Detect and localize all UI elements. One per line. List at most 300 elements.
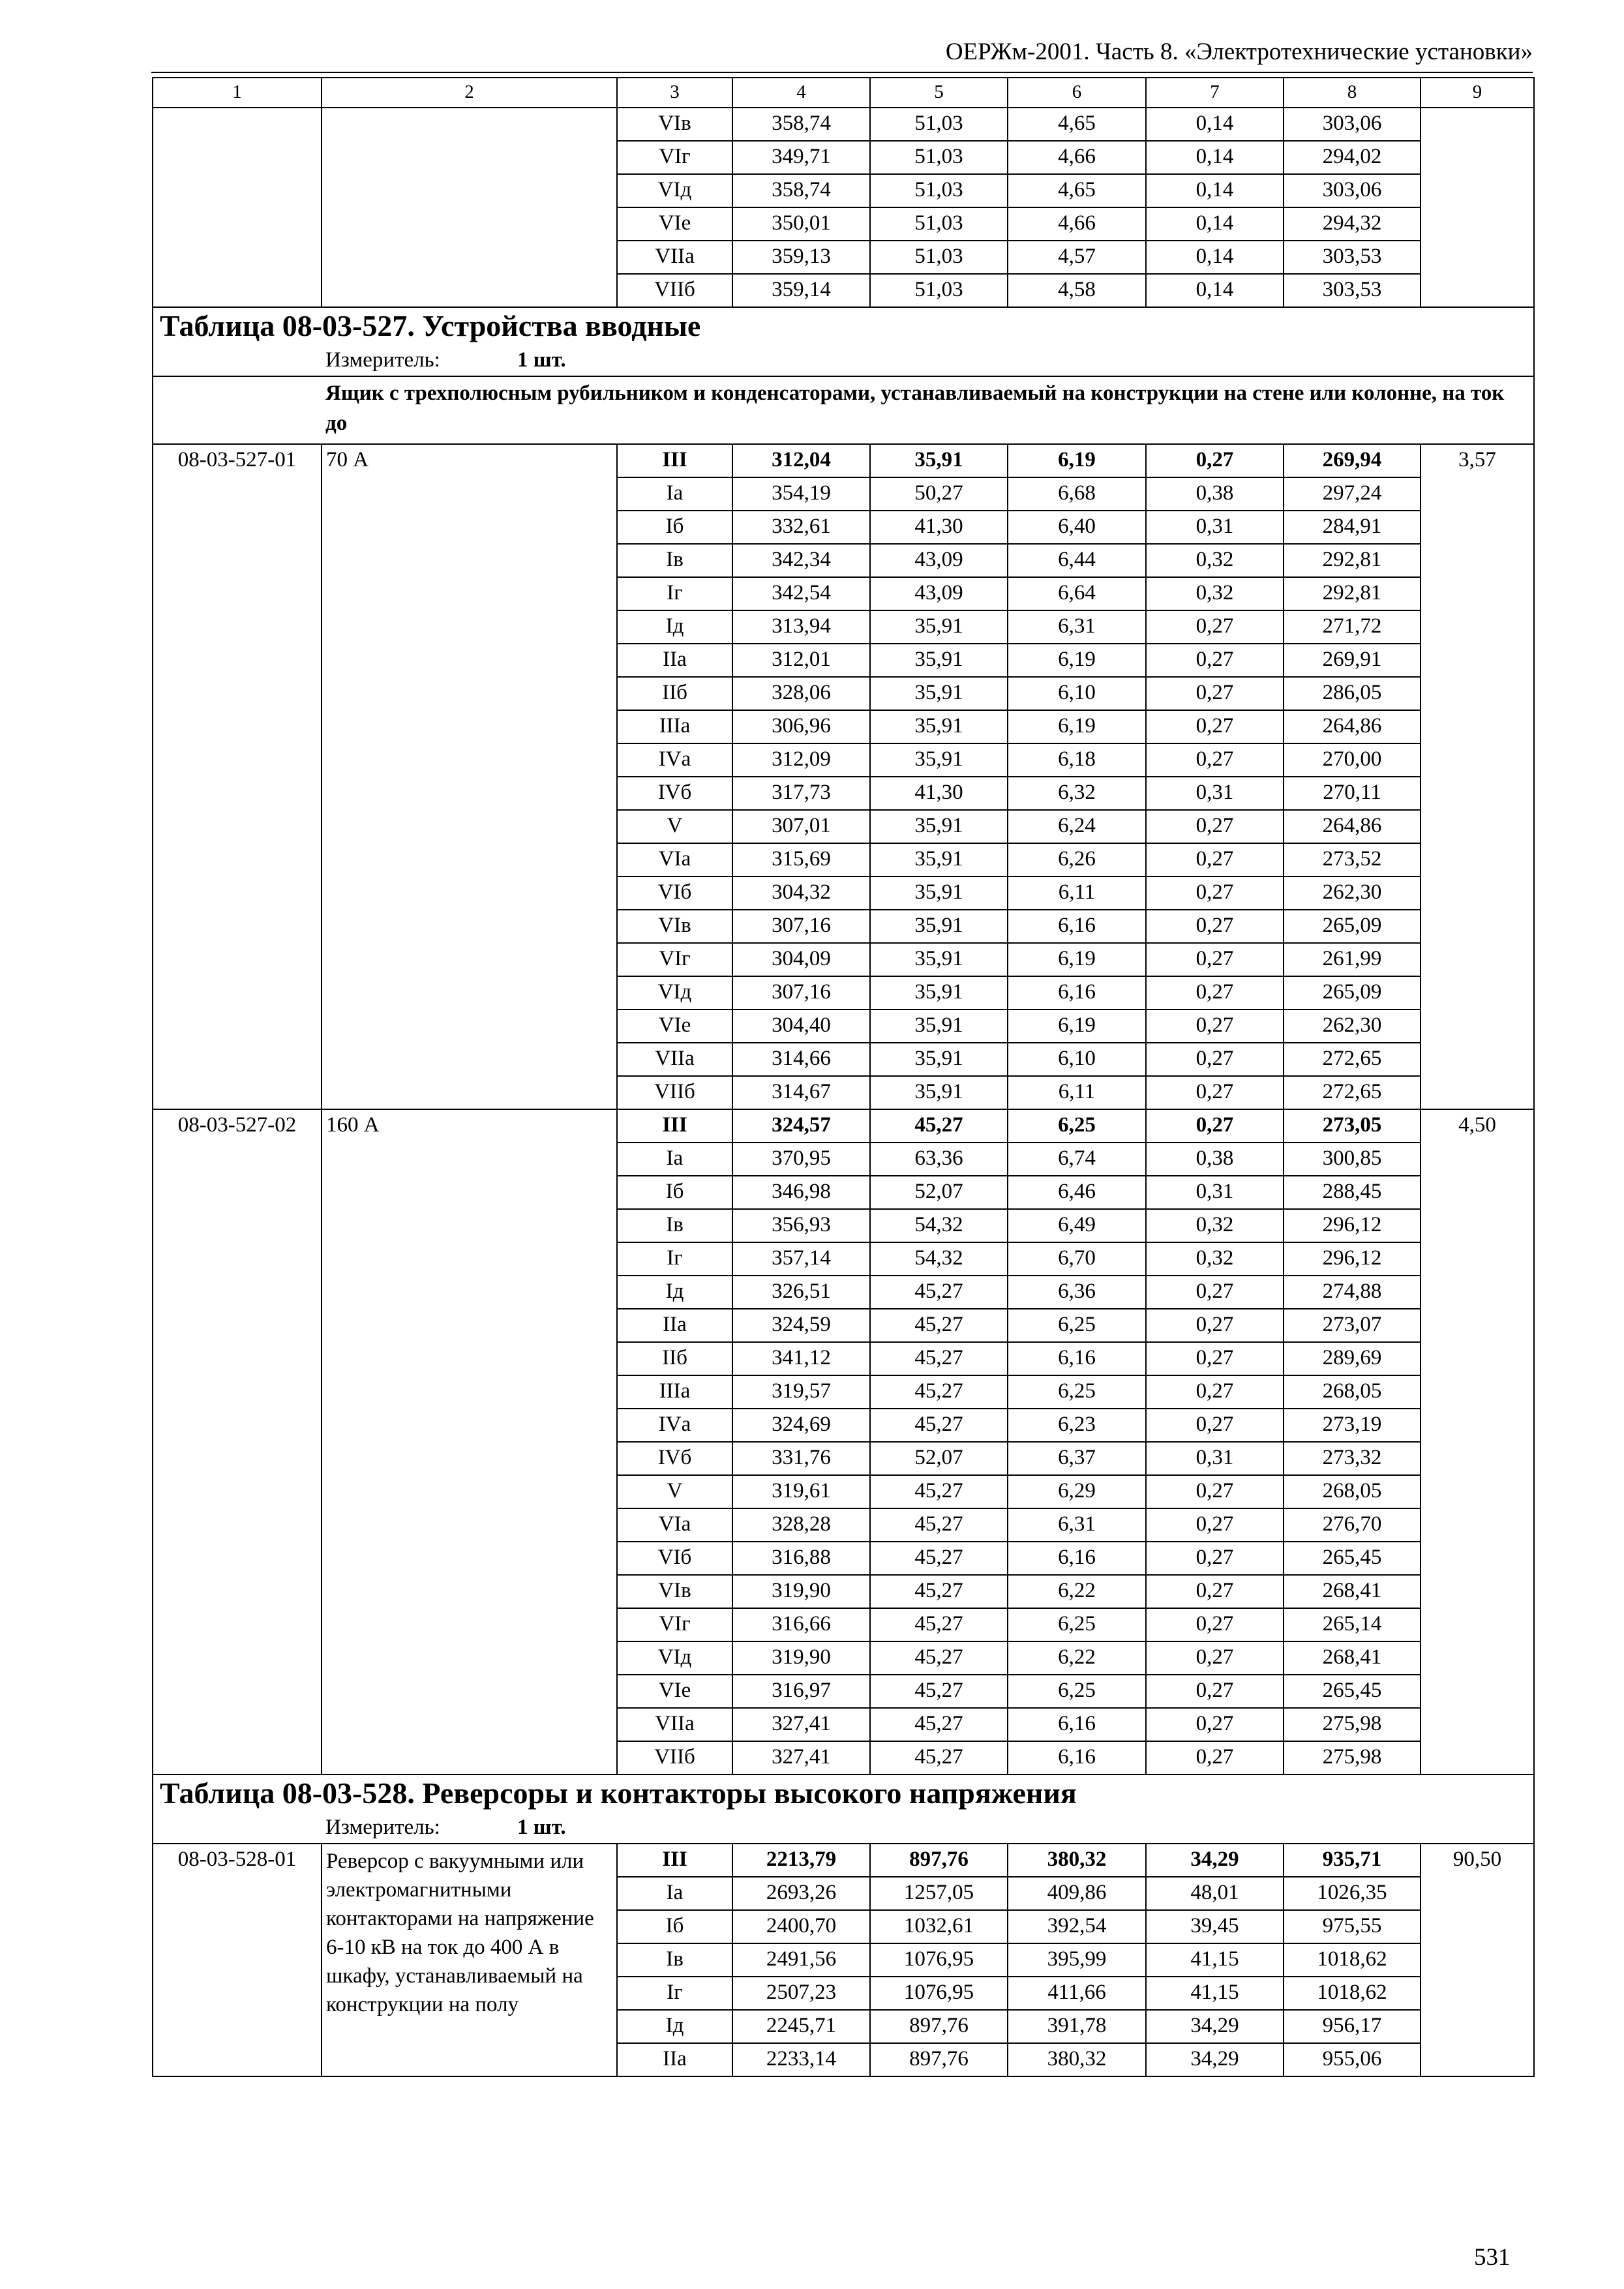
value-cell: 0,27 <box>1146 810 1284 843</box>
zone-cell: VIб <box>617 876 732 910</box>
column-number: 6 <box>1008 78 1146 108</box>
zone-cell: VIIб <box>617 1741 732 1774</box>
value-cell: 264,86 <box>1284 710 1421 743</box>
value-cell: 4,65 <box>1008 108 1146 141</box>
value-cell: 324,57 <box>732 1109 870 1143</box>
value-cell: 265,14 <box>1284 1608 1421 1641</box>
value-cell: 975,55 <box>1284 1910 1421 1943</box>
value-cell: 6,25 <box>1008 1109 1146 1143</box>
zone-cell: VIIа <box>617 241 732 274</box>
zone-cell: VIв <box>617 108 732 141</box>
zone-cell: VIд <box>617 174 732 207</box>
value-cell: 6,36 <box>1008 1276 1146 1309</box>
column-number: 9 <box>1421 78 1534 108</box>
value-cell: 0,14 <box>1146 141 1284 174</box>
value-cell: 6,19 <box>1008 1010 1146 1043</box>
value-cell: 0,27 <box>1146 1342 1284 1375</box>
value-cell: 35,91 <box>870 843 1008 876</box>
item-code: 08-03-527-01 <box>153 444 322 1109</box>
value-cell: 0,14 <box>1146 274 1284 307</box>
zone-cell: IIа <box>617 2043 732 2076</box>
value-cell: 6,16 <box>1008 1741 1146 1774</box>
zone-cell: V <box>617 810 732 843</box>
value-cell: 0,32 <box>1146 544 1284 577</box>
value-cell: 411,66 <box>1008 1977 1146 2010</box>
value-cell: 2213,79 <box>732 1844 870 1877</box>
value-cell: 269,91 <box>1284 644 1421 677</box>
value-cell: 328,28 <box>732 1508 870 1542</box>
value-cell: 312,09 <box>732 743 870 777</box>
value-cell: 297,24 <box>1284 477 1421 511</box>
value-cell: 2507,23 <box>732 1977 870 2010</box>
value-cell: 349,71 <box>732 141 870 174</box>
column-number: 7 <box>1146 78 1284 108</box>
value-cell: 284,91 <box>1284 511 1421 544</box>
value-cell: 359,14 <box>732 274 870 307</box>
column-number: 2 <box>322 78 617 108</box>
value-cell: 303,53 <box>1284 241 1421 274</box>
zone-cell: IIб <box>617 1342 732 1375</box>
value-cell: 341,12 <box>732 1342 870 1375</box>
value-cell: 897,76 <box>870 1844 1008 1877</box>
value-cell: 342,54 <box>732 577 870 610</box>
value-cell: 354,19 <box>732 477 870 511</box>
value-cell: 0,14 <box>1146 241 1284 274</box>
zone-cell: IVа <box>617 1409 732 1442</box>
value-cell: 359,13 <box>732 241 870 274</box>
value-cell: 6,74 <box>1008 1143 1146 1176</box>
zone-cell: VIд <box>617 976 732 1010</box>
table-row <box>153 444 1534 477</box>
value-cell: 0,32 <box>1146 577 1284 610</box>
value-cell: 0,27 <box>1146 1076 1284 1109</box>
value-cell: 380,32 <box>1008 1844 1146 1877</box>
value-cell: 2233,14 <box>732 2043 870 2076</box>
value-cell: 275,98 <box>1284 1741 1421 1774</box>
value-cell: 41,30 <box>870 511 1008 544</box>
zone-cell: VIе <box>617 1010 732 1043</box>
zone-cell: IVб <box>617 777 732 810</box>
value-cell: 0,32 <box>1146 1209 1284 1242</box>
value-cell: 275,98 <box>1284 1708 1421 1741</box>
value-cell: 6,32 <box>1008 777 1146 810</box>
table-row <box>153 108 1534 141</box>
value-cell: 6,23 <box>1008 1409 1146 1442</box>
value-cell: 41,15 <box>1146 1943 1284 1977</box>
meter-label: Измеритель: <box>325 348 440 372</box>
value-cell: 409,86 <box>1008 1877 1146 1910</box>
value-cell: 303,06 <box>1284 108 1421 141</box>
zone-cell: VIе <box>617 207 732 241</box>
item-name: Реверсор с вакуумными или электромагнитными контакторами на напряжение 6-10 кВ на ток до 400 А в шкафу, устанавливаемый на конструкции на полу <box>322 1844 617 2076</box>
code-cell-empty <box>153 108 322 307</box>
meter-unit: 1 шт. <box>517 1816 566 1839</box>
value-cell: 51,03 <box>870 241 1008 274</box>
zone-cell: VIд <box>617 1641 732 1675</box>
zone-cell: IIIа <box>617 710 732 743</box>
value-cell: 2491,56 <box>732 1943 870 1977</box>
value-cell: 391,78 <box>1008 2010 1146 2043</box>
value-cell: 35,91 <box>870 876 1008 910</box>
value-cell: 0,27 <box>1146 1475 1284 1508</box>
zone-cell: Iд <box>617 610 732 644</box>
value-cell: 43,09 <box>870 544 1008 577</box>
zone-cell: VIIб <box>617 274 732 307</box>
value-cell: 316,66 <box>732 1608 870 1641</box>
value-cell: 6,11 <box>1008 876 1146 910</box>
value-cell: 51,03 <box>870 174 1008 207</box>
zone-cell: VIг <box>617 141 732 174</box>
value-cell: 273,07 <box>1284 1309 1421 1342</box>
value-cell: 6,16 <box>1008 1342 1146 1375</box>
value-cell: 0,27 <box>1146 1508 1284 1542</box>
item-col9: 3,57 <box>1421 444 1534 1109</box>
value-cell: 45,27 <box>870 1508 1008 1542</box>
value-cell: 54,32 <box>870 1209 1008 1242</box>
value-cell: 261,99 <box>1284 943 1421 976</box>
value-cell: 276,70 <box>1284 1508 1421 1542</box>
value-cell: 273,19 <box>1284 1409 1421 1442</box>
value-cell: 34,29 <box>1146 2010 1284 2043</box>
meter-row <box>153 346 1534 376</box>
zone-cell: Iв <box>617 1943 732 1977</box>
value-cell: 296,12 <box>1284 1242 1421 1276</box>
zone-cell: Iа <box>617 477 732 511</box>
value-cell: 0,31 <box>1146 1176 1284 1209</box>
value-cell: 6,16 <box>1008 910 1146 943</box>
value-cell: 897,76 <box>870 2010 1008 2043</box>
value-cell: 274,88 <box>1284 1276 1421 1309</box>
value-cell: 286,05 <box>1284 677 1421 710</box>
value-cell: 357,14 <box>732 1242 870 1276</box>
zone-cell: III <box>617 1844 732 1877</box>
value-cell: 52,07 <box>870 1176 1008 1209</box>
value-cell: 45,27 <box>870 1675 1008 1708</box>
meter-label: Измеритель: <box>325 1816 440 1839</box>
value-cell: 6,19 <box>1008 710 1146 743</box>
value-cell: 314,66 <box>732 1043 870 1076</box>
value-cell: 380,32 <box>1008 2043 1146 2076</box>
value-cell: 0,27 <box>1146 976 1284 1010</box>
value-cell: 6,49 <box>1008 1209 1146 1242</box>
value-cell: 35,91 <box>870 943 1008 976</box>
value-cell: 4,58 <box>1008 274 1146 307</box>
value-cell: 45,27 <box>870 1342 1008 1375</box>
zone-cell: VIб <box>617 1542 732 1575</box>
value-cell: 2400,70 <box>732 1910 870 1943</box>
value-cell: 45,27 <box>870 1375 1008 1409</box>
zone-cell: VIIб <box>617 1076 732 1109</box>
value-cell: 262,30 <box>1284 876 1421 910</box>
value-cell: 50,27 <box>870 477 1008 511</box>
value-cell: 6,29 <box>1008 1475 1146 1508</box>
value-cell: 0,27 <box>1146 1276 1284 1309</box>
column-number-row <box>153 78 1534 108</box>
value-cell: 326,51 <box>732 1276 870 1309</box>
table-title: Таблица 08-03-527. Устройства вводные <box>153 307 1534 346</box>
group-description: Ящик с трехполюсным рубильником и конденсаторами, устанавливаемый на конструкции на стене или колонне, на ток до <box>322 376 1534 444</box>
value-cell: 6,22 <box>1008 1641 1146 1675</box>
column-number: 4 <box>732 78 870 108</box>
meter-cell <box>322 346 1534 376</box>
value-cell: 370,95 <box>732 1143 870 1176</box>
value-cell: 395,99 <box>1008 1943 1146 1977</box>
value-cell: 316,97 <box>732 1675 870 1708</box>
zone-cell: Iг <box>617 1242 732 1276</box>
value-cell: 1076,95 <box>870 1943 1008 1977</box>
value-cell: 292,81 <box>1284 544 1421 577</box>
value-cell: 327,41 <box>732 1741 870 1774</box>
value-cell: 265,09 <box>1284 910 1421 943</box>
value-cell: 0,31 <box>1146 777 1284 810</box>
value-cell: 314,67 <box>732 1076 870 1109</box>
table-row <box>153 1844 1534 1877</box>
description-row <box>153 376 1534 444</box>
value-cell: 45,27 <box>870 1708 1008 1741</box>
value-cell: 955,06 <box>1284 2043 1421 2076</box>
value-cell: 319,57 <box>732 1375 870 1409</box>
value-cell: 39,45 <box>1146 1910 1284 1943</box>
value-cell: 332,61 <box>732 511 870 544</box>
value-cell: 0,27 <box>1146 444 1284 477</box>
value-cell: 300,85 <box>1284 1143 1421 1176</box>
value-cell: 6,25 <box>1008 1375 1146 1409</box>
zone-cell: IVа <box>617 743 732 777</box>
zone-cell: IIа <box>617 1309 732 1342</box>
value-cell: 0,27 <box>1146 1741 1284 1774</box>
value-cell: 6,24 <box>1008 810 1146 843</box>
value-cell: 6,40 <box>1008 511 1146 544</box>
value-cell: 6,22 <box>1008 1575 1146 1608</box>
zone-cell: Iд <box>617 2010 732 2043</box>
value-cell: 0,32 <box>1146 1242 1284 1276</box>
value-cell: 35,91 <box>870 1043 1008 1076</box>
value-cell: 0,27 <box>1146 910 1284 943</box>
zone-cell: Iд <box>617 1276 732 1309</box>
zone-cell: V <box>617 1475 732 1508</box>
zone-cell: IIIа <box>617 1375 732 1409</box>
value-cell: 350,01 <box>732 207 870 241</box>
value-cell: 268,41 <box>1284 1575 1421 1608</box>
zone-cell: VIа <box>617 1508 732 1542</box>
value-cell: 303,53 <box>1284 274 1421 307</box>
value-cell: 43,09 <box>870 577 1008 610</box>
value-cell: 45,27 <box>870 1409 1008 1442</box>
value-cell: 294,02 <box>1284 141 1421 174</box>
zone-cell: VIг <box>617 943 732 976</box>
value-cell: 45,27 <box>870 1641 1008 1675</box>
value-cell: 45,27 <box>870 1475 1008 1508</box>
item-name: 70 А <box>322 444 617 1109</box>
value-cell: 0,27 <box>1146 743 1284 777</box>
value-cell: 294,32 <box>1284 207 1421 241</box>
item-col9: 90,50 <box>1421 1844 1534 2076</box>
value-cell: 306,96 <box>732 710 870 743</box>
description-spacer <box>153 376 322 444</box>
value-cell: 0,27 <box>1146 876 1284 910</box>
value-cell: 0,27 <box>1146 1109 1284 1143</box>
value-cell: 35,91 <box>870 743 1008 777</box>
value-cell: 268,41 <box>1284 1641 1421 1675</box>
table-body <box>153 78 1534 2076</box>
value-cell: 270,00 <box>1284 743 1421 777</box>
value-cell: 307,16 <box>732 910 870 943</box>
value-cell: 358,74 <box>732 174 870 207</box>
value-cell: 0,27 <box>1146 610 1284 644</box>
value-cell: 0,31 <box>1146 511 1284 544</box>
value-cell: 272,65 <box>1284 1076 1421 1109</box>
meter-spacer <box>153 1813 322 1844</box>
column-number: 1 <box>153 78 322 108</box>
value-cell: 35,91 <box>870 810 1008 843</box>
value-cell: 6,25 <box>1008 1675 1146 1708</box>
value-cell: 41,15 <box>1146 1977 1284 2010</box>
page-number: 531 <box>1474 2244 1511 2271</box>
value-cell: 319,61 <box>732 1475 870 1508</box>
item-name: 160 А <box>322 1109 617 1774</box>
value-cell: 6,64 <box>1008 577 1146 610</box>
value-cell: 0,27 <box>1146 943 1284 976</box>
table-row <box>153 1109 1534 1143</box>
value-cell: 6,19 <box>1008 943 1146 976</box>
value-cell: 265,45 <box>1284 1542 1421 1575</box>
zone-cell: III <box>617 1109 732 1143</box>
value-cell: 0,27 <box>1146 1608 1284 1641</box>
value-cell: 4,57 <box>1008 241 1146 274</box>
value-cell: 271,72 <box>1284 610 1421 644</box>
value-cell: 315,69 <box>732 843 870 876</box>
value-cell: 296,12 <box>1284 1209 1421 1242</box>
value-cell: 2245,71 <box>732 2010 870 2043</box>
value-cell: 6,25 <box>1008 1309 1146 1342</box>
value-cell: 0,38 <box>1146 1143 1284 1176</box>
value-cell: 327,41 <box>732 1708 870 1741</box>
zone-cell: Iв <box>617 544 732 577</box>
zone-cell: Iб <box>617 1176 732 1209</box>
value-cell: 6,46 <box>1008 1176 1146 1209</box>
value-cell: 1026,35 <box>1284 1877 1421 1910</box>
value-cell: 269,94 <box>1284 444 1421 477</box>
item-col9: 4,50 <box>1421 1109 1534 1774</box>
zone-cell: IVб <box>617 1442 732 1475</box>
value-cell: 6,25 <box>1008 1608 1146 1641</box>
value-cell: 35,91 <box>870 910 1008 943</box>
zone-cell: Iб <box>617 1910 732 1943</box>
value-cell: 270,11 <box>1284 777 1421 810</box>
value-cell: 356,93 <box>732 1209 870 1242</box>
value-cell: 268,05 <box>1284 1375 1421 1409</box>
value-cell: 0,27 <box>1146 677 1284 710</box>
value-cell: 35,91 <box>870 1076 1008 1109</box>
value-cell: 48,01 <box>1146 1877 1284 1910</box>
value-cell: 304,32 <box>732 876 870 910</box>
item-code: 08-03-528-01 <box>153 1844 322 2076</box>
value-cell: 319,90 <box>732 1641 870 1675</box>
value-cell: 265,09 <box>1284 976 1421 1010</box>
col9-cell-empty <box>1421 108 1534 307</box>
value-cell: 0,27 <box>1146 1043 1284 1076</box>
value-cell: 313,94 <box>732 610 870 644</box>
value-cell: 303,06 <box>1284 174 1421 207</box>
value-cell: 45,27 <box>870 1608 1008 1641</box>
value-cell: 262,30 <box>1284 1010 1421 1043</box>
value-cell: 324,69 <box>732 1409 870 1442</box>
value-cell: 35,91 <box>870 677 1008 710</box>
value-cell: 45,27 <box>870 1309 1008 1342</box>
value-cell: 34,29 <box>1146 1844 1284 1877</box>
value-cell: 273,05 <box>1284 1109 1421 1143</box>
value-cell: 35,91 <box>870 976 1008 1010</box>
value-cell: 273,52 <box>1284 843 1421 876</box>
value-cell: 1018,62 <box>1284 1943 1421 1977</box>
value-cell: 6,16 <box>1008 1542 1146 1575</box>
value-cell: 6,68 <box>1008 477 1146 511</box>
value-cell: 6,10 <box>1008 677 1146 710</box>
value-cell: 35,91 <box>870 710 1008 743</box>
value-cell: 288,45 <box>1284 1176 1421 1209</box>
value-cell: 0,27 <box>1146 1409 1284 1442</box>
value-cell: 304,09 <box>732 943 870 976</box>
value-cell: 268,05 <box>1284 1475 1421 1508</box>
zone-cell: Iг <box>617 1977 732 2010</box>
value-cell: 0,14 <box>1146 108 1284 141</box>
zone-cell: VIг <box>617 1608 732 1641</box>
value-cell: 1257,05 <box>870 1877 1008 1910</box>
zone-cell: Iа <box>617 1877 732 1910</box>
zone-cell: Iв <box>617 1209 732 1242</box>
column-number: 3 <box>617 78 732 108</box>
value-cell: 307,16 <box>732 976 870 1010</box>
value-cell: 272,65 <box>1284 1043 1421 1076</box>
value-cell: 935,71 <box>1284 1844 1421 1877</box>
value-cell: 0,27 <box>1146 710 1284 743</box>
value-cell: 0,14 <box>1146 174 1284 207</box>
value-cell: 316,88 <box>732 1542 870 1575</box>
column-number: 8 <box>1284 78 1421 108</box>
value-cell: 54,32 <box>870 1242 1008 1276</box>
value-cell: 6,70 <box>1008 1242 1146 1276</box>
value-cell: 264,86 <box>1284 810 1421 843</box>
value-cell: 0,27 <box>1146 1309 1284 1342</box>
zone-cell: IIа <box>617 644 732 677</box>
value-cell: 51,03 <box>870 141 1008 174</box>
value-cell: 292,81 <box>1284 577 1421 610</box>
value-cell: 45,27 <box>870 1542 1008 1575</box>
value-cell: 0,27 <box>1146 1708 1284 1741</box>
value-cell: 0,27 <box>1146 1641 1284 1675</box>
value-cell: 312,04 <box>732 444 870 477</box>
value-cell: 6,19 <box>1008 444 1146 477</box>
value-cell: 35,91 <box>870 1010 1008 1043</box>
value-cell: 328,06 <box>732 677 870 710</box>
zone-cell: VIIа <box>617 1043 732 1076</box>
value-cell: 35,91 <box>870 644 1008 677</box>
value-cell: 324,59 <box>732 1309 870 1342</box>
zone-cell: Iг <box>617 577 732 610</box>
value-cell: 6,37 <box>1008 1442 1146 1475</box>
value-cell: 0,27 <box>1146 644 1284 677</box>
value-cell: 273,32 <box>1284 1442 1421 1475</box>
value-cell: 6,10 <box>1008 1043 1146 1076</box>
value-cell: 45,27 <box>870 1109 1008 1143</box>
value-cell: 6,31 <box>1008 1508 1146 1542</box>
value-cell: 1032,61 <box>870 1910 1008 1943</box>
value-cell: 6,16 <box>1008 976 1146 1010</box>
value-cell: 45,27 <box>870 1575 1008 1608</box>
value-cell: 6,19 <box>1008 644 1146 677</box>
value-cell: 51,03 <box>870 274 1008 307</box>
value-cell: 317,73 <box>732 777 870 810</box>
